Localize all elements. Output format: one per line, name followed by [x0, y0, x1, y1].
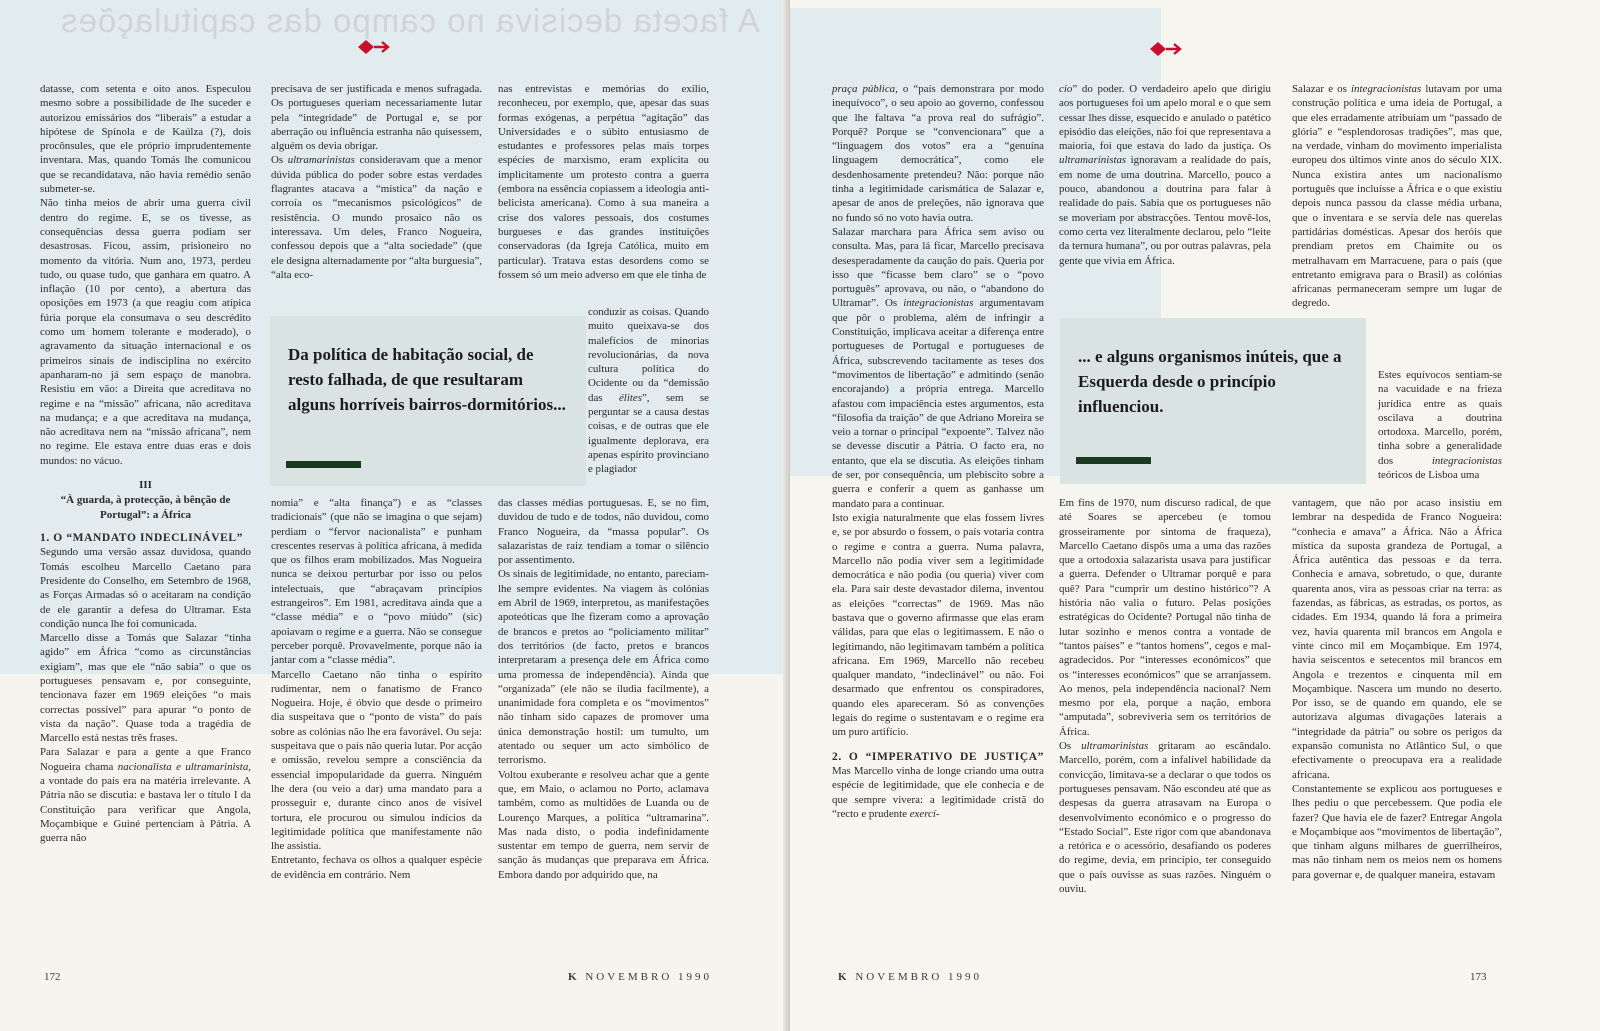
diamond-arrow-ornament-icon	[356, 38, 390, 56]
paragraph: Marcello disse a Tomás que Salazar “tinha agido” em África “como as circunstâncias exigiam”, mas que ele “não sabia” o que os portugueses pensavam e, por conseguinte, tencionava fazer em 1969 eleições “o mais correctas possível” para apurar “o ponto de vista da nação”. Quase toda a tragédia de Marcello está nestas três frases.	[40, 632, 251, 745]
right-page	[790, 0, 1600, 1031]
pull-quote-box	[270, 316, 586, 486]
right-column-3-top	[1292, 82, 1502, 311]
text-run: , o “país demonstrara por modo inequívoco”, o seu apoio ao governo, confessou que lhe faltava “a prova real do sufrágio”. Porquê? Porque se “convencionara” que a “linguagem dos votos” era a “genuína linguagem democrática”, como ele desdenhosamente pretendeu? Não: porque não tinha a legitimidade carismática de Salazar e, apesar de anos de preleções, não ignorava que no fundo só no voto havia outra.	[832, 83, 1044, 224]
subsection-heading: 1. O “MANDATO INDECLINÁVEL”	[40, 532, 243, 545]
paragraph: Os sinais de legitimidade, no entanto, pareciam-lhe sempre evidentes. Na viagem às colónias em Abril de 1969, interpretou, as manifestações apoteóticas que lhe fizeram como a aprovação de brancos e pretos ao “policiamento militar” dos territórios (de facto, pretos e brancos interpretaram a presença dele em África como uma promessa de independência). Ainda que “organizada” (ele não se iludia facilmente), a unanimidade fora completa e os “movimentos” não tinham sido capazes de promover uma única demonstração hostil: um tumulto, um atentado ou sequer um acto simbólico de terrorismo.	[498, 568, 709, 767]
page-number: 173	[1470, 971, 1487, 983]
left-column-1	[40, 82, 251, 846]
page-number: 172	[44, 971, 61, 983]
text-run: , a vontade do país era na matéria irrelevante. A Pátria não se discutia: e bastava ler o título I da Constituição para verificar que Angola, Moçambique e Guiné pertenciam à Pátria. A guerra não	[40, 760, 251, 845]
left-page	[0, 0, 790, 1031]
paragraph: precisava de ser justificada e menos sufragada. Os portugueses queriam necessariamente lutar pela “integridade” de Portugal e, se por aberração ou influência estranha não quisessem, alguém os devia obrigar.	[271, 83, 482, 153]
italic-run: cio	[1059, 83, 1073, 95]
text-run: Para Salazar e para a gente a que Franco Nogueira chama	[40, 746, 251, 773]
paragraph	[1059, 82, 1271, 268]
pull-quote-text: ... e alguns organismos inúteis, que a Esquerda desde o princípio influenciou.	[1078, 347, 1342, 416]
left-column-3-wrap	[588, 305, 709, 477]
text-run: Salazar e os	[1292, 83, 1352, 95]
paragraph: datasse, com setenta e oito anos. Especulou mesmo sobre a possibilidade de lhe suceder e autorizou emissários dos “liberais” a estudar a hipótese de Spínola e de Kaúlza (?), dois procônsules, que ele próprio imprudentemente inventara. Mas, quando Tomás lhe comunicou que se recandidatava, não havia remédio senão submeter-se.	[40, 83, 251, 196]
paragraph: das classes médias portuguesas. E, se no fim, duvidou de tudo e de todos, não duvidou, como Franco Nogueira, da “massa popular”. Os salazaristas de raiz tendiam a tomar o silêncio por assentimento.	[498, 497, 709, 567]
italic-run: integracionistas	[903, 297, 974, 310]
text-run: teóricos de Lisboa uma	[1378, 469, 1480, 482]
text-run: Estes equívocos sentiam-se na vacuidade e na frieza jurídica entre as quais oscilava a doutrina ortodoxa. Marcello, porém, tinha sobre a generalidade dos	[1378, 369, 1502, 467]
text-run: Salazar marchara para África sem aviso ou consulta. Mas, para lá ficar, Marcello precisava desesperadamente da caução do país. Queria por isso que “ficasse bem claro” se o “povo português” aprovava, ou não, o “abandono do Ultramar”. Os	[832, 225, 1044, 310]
text-run: Os	[271, 154, 288, 167]
mirrored-running-head: A faceta decisiva no campo das capitulações	[60, 2, 760, 39]
paragraph: Voltou exuberante e resolveu achar que a gente que, em Maio, o aclamou no Porto, aclamava também, como as multidões de Luanda ou de Lourenço Marques, a política “ultramarina”. Mas nada disto, o podia indefinidamente sustentar em tempo de guerra, nem servir de sanção às mudanças que preparava em África. Embora dando por adquirido que, na	[498, 768, 709, 881]
folio-mark: K	[568, 971, 580, 983]
pull-quote-text: Da política de habitação social, de resto falhada, de que resultaram alguns horríveis bairros-dormitórios...	[288, 345, 566, 414]
diamond-arrow-ornament-icon	[1148, 40, 1182, 58]
paragraph: Marcello Caetano não tinha o espírito rudimentar, nem o fanatismo de Franco Nogueira. Hoje, é óbvio que desde o primeiro dia suspeitava que o “ponto de vista” do país sobre as colónias não lhe era favorável. Ou seja: suspeitava que o país não queria lutar. Por acção e omissão, revelou sempre a consciência da essencial impopularidade da guerra. Ninguém lhe dera (ou veio a dar) uma mandato para a prosseguir e, durante cinco anos de visível tortura, ele procurou ou simulou indícios da legitimidade política que manifestamente não lhe assistia.	[271, 668, 482, 853]
folio	[838, 971, 982, 983]
text-run: gritaram ao escândalo. Marcello, porém, com a infalível habilidade da convicção, limitava-se a declarar o que todos os portugueses pensavam. Não escondeu até que as despesas da guerra atrasavam na Europa o desenvolvimento económico e o progresso do “Estado Social”. Este rigor com que abandonava a retórica e o acessório, desafiando os poderes do regime, devia, em princípio, ter conseguido que o país ouvisse as suas razões. Ninguém o ouviu.	[1059, 740, 1271, 896]
text-run: argumentavam que pôr o problema, além de infringir a Constituição, implicava aceitar a diferença entre portugueses de Portugal e portugueses de África, subscrevendo tacitamente as teses dos “movimentos de libertação” e admitindo (senão encorajando) a própria entrega. Marcello afastou com impaciência estes argumentos, esta “filosofia da traição” de que Adriano Moreira se veio a tornar o principal “expoente”. Talvez não se devesse discutir a Pátria. O facto era, no entanto, que ela se discutia. As eleições tinham de ser, por consequência, um plebiscito sobre a guerra e conferir a quem as ganhasse um mandato para a continuar.	[832, 297, 1044, 510]
right-column-2-top	[1059, 82, 1271, 268]
paragraph: nas entrevistas e memórias do exílio, reconheceu, por exemplo, que, apesar das suas formas exógenas, a perpétua “agitação” das Universidades e o súbito entusiasmo de estudantes e professores pelas mais torpes espécies de marxismo, eram explícita ou implicitamente um protesto contra a guerra (embora na essência copiassem a ideologia anti-belicista americana). Como à sua maneira a crise dos valores pessoais, dos costumes burgueses e das grandes instituições conservadoras (da Igreja Católica, muito em particular). Tratava estas desordens como se fossem só um meio adverso em que ele tinha de	[498, 83, 709, 281]
paragraph	[1292, 82, 1502, 311]
left-column-3-top	[498, 82, 709, 282]
right-column-1	[832, 82, 1044, 821]
right-column-3-bottom	[1292, 496, 1502, 882]
left-column-2-bottom	[271, 496, 482, 882]
text-run: Os	[1059, 740, 1082, 753]
pull-quote-bar	[286, 461, 361, 468]
text-run: ignoravam a realidade do país, em nome de uma doutrina. Marcello, pouco a pouco, abandonou a doutrina para falar à realidade do país. Sabia que os portugueses não se moveriam por abstracções. Tentou movê-los, como certa vez literalmente declarou, pelo “leite da ternura humana”, ou por outras palavras, pela gente que vivia em África.	[1059, 154, 1271, 267]
left-column-3-bottom	[498, 496, 709, 882]
paragraph: Entretanto, fechava os olhos a qualquer espécie de evidência em contrário. Nem	[271, 854, 482, 881]
section-heading	[40, 478, 251, 523]
italic-run: ultramarinistas	[1059, 154, 1127, 167]
text-run: lutavam por uma construção política e uma ideia de Portugal, a que eles erradamente atribuíam um “passado de glória” e “esplendorosas tradições”, mas que, na verdade, vinham do movimento imperialista europeu dos últimos vinte anos do século XIX. Nunca existira antes um nacionalismo português que incluísse a África e o que existiu depois nunca passou da classe média urbana, que o inventara e se servia dele nas querelas partidárias domésticas. Apesar dos heróis que prendiam pretos em Chaimite ou os metralhavam em Marracuene, para o país (que entretanto emigrava para o Brasil) as colónias africanas permaneceram sempre um lugar de degredo.	[1292, 83, 1502, 310]
paragraph	[588, 305, 709, 477]
left-column-2-top	[271, 82, 482, 282]
paragraph: Constantemente se explicou aos portugueses e lhes pediu o que percebessem. Que podia ele fazer? Que havia ele de fazer? Entregar Angola e Moçambique aos “movimentos de libertação”, que tinham alguns milhares de guerrilheiros, mas não tinham nem os meios nem os homens para governar e, de qualquer maneira, estavam	[1292, 782, 1502, 881]
italic-run: nacionalista e ultramarinista	[117, 760, 249, 773]
italic-run: ultramarinistas	[1081, 740, 1149, 753]
italic-run: élites	[618, 391, 642, 404]
text-run: ”, sem se perguntar se a causa destas coisas, e de outras que ele igualmente deplorava, era apenas espírito provinciano e plagiador	[588, 391, 709, 476]
paragraph	[1059, 739, 1271, 896]
folio	[568, 971, 712, 983]
paragraph	[832, 82, 1044, 225]
text-run: ” do poder. O verdadeiro apelo que dirigiu aos portugueses foi um apelo moral e o que sem cessar lhes disse, esquecido e anulado o patético episódio das eleições, não foi que representava a maioria, foi que estava do lado da justiça. Os	[1059, 83, 1271, 153]
text-run: consideravam que a menor dúvida pública do poder sobre estas verdades flagrantes atacava a “mística” da nação e corroía os “mecanismos psicológicos” de resistência. O mundo prosaico não os interessava. Um deles, Franco Nogueira, confessou depois que a “alta sociedade” (que ele designa alternadamente por “alta burguesia”, “alta eco-	[271, 154, 483, 281]
italic-run: integracionistas	[1431, 454, 1502, 467]
italic-run: exercí-	[909, 807, 940, 820]
paragraph	[40, 745, 251, 845]
section-number: III	[139, 479, 152, 492]
paragraph	[1378, 368, 1502, 482]
text-run: Mas Marcello vinha de longe criando uma outra espécie de legitimidade, que ele conhecia e de que sempre vivera: a legitimidade cristã do “recto e prudente	[832, 764, 1044, 820]
paragraph: Em fins de 1970, num discurso radical, de que até Soares se apercebeu (e tomou grosseiramente por sintoma de fraqueza), Marcello Caetano dispôs uma a uma das razões que a ortodoxia salazarista usava para justificar a guerra. Defender o Ultramar porquê e para quê? Para “cumprir um destino histórico”? A história não valia o futuro. Pelas posições estratégicas do Ocidente? Portugal não tinha de lutar sozinho e menos contra a vontade de “tantos países” e “tantos homens”, cegos e mal-agradecidos. Por “interesses económicos” que os “interesses económicos” que se arranjassem. Ao menos, pela independência nacional? Nem mesmo por ela, porque a nação, embora “amputada”, sobreviveria sem os territórios de África.	[1059, 497, 1271, 738]
italic-run: ultramarinistas	[287, 154, 355, 167]
italic-run: integracionistas	[1351, 83, 1422, 95]
paragraph	[271, 153, 482, 282]
pull-quote-bar	[1076, 457, 1151, 464]
folio-date: NOVEMBRO 1990	[855, 971, 983, 983]
paragraph	[832, 225, 1044, 511]
paragraph: Segundo uma versão assaz duvidosa, quando Tomás escolheu Marcello Caetano para Presidente do Conselho, em Setembro de 1968, as Forças Armadas só o aceitaram na condição de ele garantir a defesa do Ultramar. Esta condição nunca lhe foi comunicada.	[40, 546, 251, 630]
paragraph: Não tinha meios de abrir uma guerra civil dentro do regime. E, se os tivesse, as consequências dessa guerra podiam ser desastrosas. Ficou, assim, prisioneiro no momento da vitória. Num ano, 1973, perdeu tudo, ou quase tudo, que ganhara em quatro. A inflação (10 por cento), a abertura das oposições em 1973 (a que reagiu com atípica fúria porque ela consumava o seu descrédito como um homem tolerante e moderado), o agravamento da situação internacional e os primeiros sinais de indisciplina no exército apanharam-no já sem espaço de manobra. Resistiu em vão: a Direita que acreditava no regime e na “missão” africana, não acreditava na mudança; e a que acreditava na mudança, não acreditava nem na “missão africana”, nem no regime. Ele estava entre duas eras e dois mundos: no vácuo.	[40, 197, 251, 467]
folio-mark: K	[838, 971, 850, 983]
right-column-3-wrap	[1378, 368, 1502, 482]
pull-quote-box	[1060, 318, 1366, 484]
paragraph: vantagem, que não por acaso insistiu em lembrar na despedida de Franco Nogueira: “conhecia e amava” a África. Não a África mística da suposta grandeza de Portugal, a África autêntica das pessoas e da terra. Conhecia e amava, sobretudo, o que, durante quarenta anos, vira as pessoas criar na terra: as fazendas, as fábricas, as estradas, os portos, as cidades. Em 1934, quando lá fora a primeira vez, havia quarenta mil brancos em Angola e vinte cinco mil em Moçambique. Em 1974, havia seiscentos e setecentos mil brancos em Angola e trezentos e cinquenta mil em Moçambique. Nascera um mundo no deserto. Por isso, se de quando em quando, ele se autorizava algumas divagações laterais a “integridade da pátria” ou sobre os perigos da expansão comunista no Atlântico Sul, o que efectivamente o preocupava era a realidade africana.	[1292, 497, 1502, 781]
italic-run: praça pública	[832, 83, 896, 95]
paragraph: Isto exigia naturalmente que elas fossem livres e, se por absurdo o fossem, o país votaria contra o regime e contra a guerra. Numa palavra, Marcello não podia viver sem a legitimidade democrática e não podia (ou queria) viver com ela. Para sair deste devastador dilema, inventou as eleições “correctas” de 1969. Mas não bastava que o governo afirmasse que elas eram válidas, para que elas o legitimassem. E não o legitimando, não legitimavam também a política africana. Em 1969, Marcello não recebeu qualquer mandato, “indeclinável” ou não. Foi desarmado que enfrentou os conspiradores, quando eles apareceram. Só as convenções legais do regime o sustentavam e o regime era um puro artifício.	[832, 511, 1044, 739]
folio-date: NOVEMBRO 1990	[585, 971, 713, 983]
text-run: conduzir as coisas. Quando muito queixava-se dos malefícios de minorias revolucionárias, da nova cultura política do Ocidente ou da “demissão das	[588, 306, 709, 404]
section-title: “À guarda, à protecção, à bênção de Portugal”: a África	[60, 494, 231, 522]
paragraph	[832, 750, 1044, 821]
subsection-heading: 2. O “IMPERATIVO DE JUSTIÇA”	[832, 750, 1044, 763]
paragraph: nomia” e “alta finança”) e as “classes tradicionais” (que não se imagina o que sejam) perdiam o “fervor nacionalista” e punham crescentes reservas à política africana, à medida que os filhos eram mobilizados. Mas Nogueira nunca se deixou perturbar por isso ou pelos intelectuais, que “abraçavam princípios estrangeiros”. Em 1981, acreditava ainda que a “classe média” e o “povo miúdo” (sic) apoiavam o regime e a guerra. Não se consegue perceber porquê. Provavelmente, porque não ia jantar com a “classe média”.	[271, 497, 482, 667]
right-column-2-bottom	[1059, 496, 1271, 896]
